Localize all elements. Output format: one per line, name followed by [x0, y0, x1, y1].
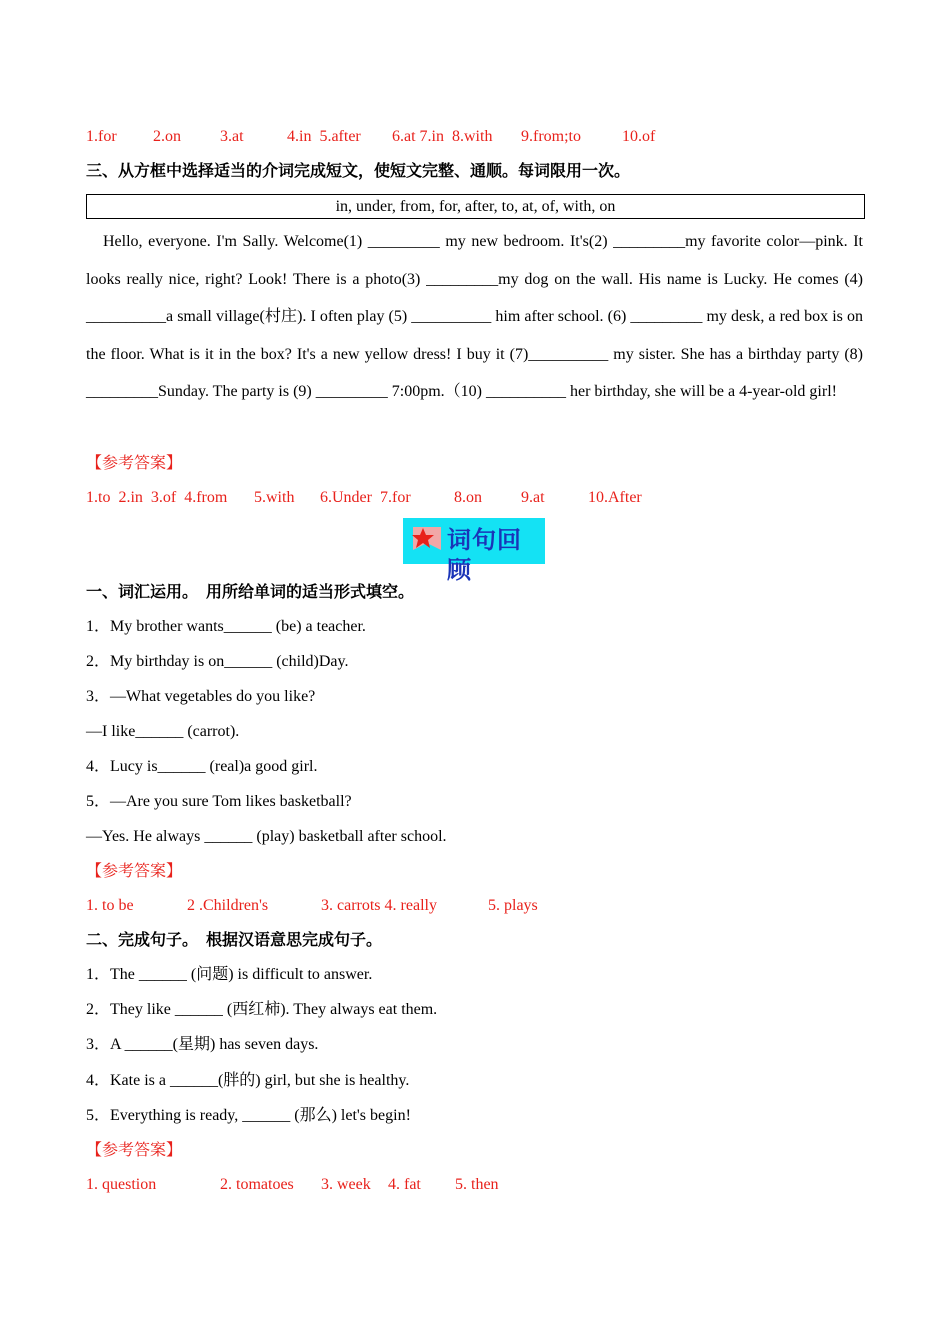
section-banner — [403, 518, 545, 584]
answer-item: 2 .Children's — [187, 897, 269, 914]
part1-heading: 一、词汇运用。 用所给单词的适当形式填空。 — [86, 584, 415, 601]
previous-answers-row — [86, 127, 786, 147]
section3-heading: 三、从方框中选择适当的介词完成短文，使短文完整、通顺。每词限用一次。 — [86, 163, 631, 180]
answer-item: 3. week — [321, 1176, 371, 1193]
answer-item: 2. tomatoes — [220, 1176, 294, 1193]
answer-item: 3. carrots 4. really — [321, 897, 437, 914]
answer-item: 9.at — [521, 489, 545, 506]
question-item: —Yes. He always ______ (play) basketball after school. — [86, 828, 447, 845]
answer-item: 10.of — [622, 128, 656, 145]
answer-item: 4.in 5.after — [287, 128, 361, 145]
part2-answers-row — [86, 1175, 786, 1195]
answer-item: 5. then — [455, 1176, 499, 1193]
answer-label: 【参考答案】 — [86, 455, 183, 472]
answer-item: 2.on — [153, 128, 181, 145]
answer-item: 3.at — [220, 128, 244, 145]
question-item: 4．Lucy is______ (real)a good girl. — [86, 758, 318, 775]
answer-item: 5. plays — [488, 897, 538, 914]
question-item: 4．Kate is a ______(胖的) girl, but she is healthy. — [86, 1072, 410, 1089]
question-item: 1．My brother wants______ (be) a teacher. — [86, 618, 366, 635]
part2-heading: 二、完成句子。 根据汉语意思完成句子。 — [86, 932, 383, 949]
question-item: 2．They like ______ (西红柿). They always eat them. — [86, 1001, 438, 1018]
answer-item: 1.to 2.in 3.of 4.from — [86, 489, 228, 506]
word-box: in, under, from, for, after, to, at, of, with, on — [86, 194, 865, 219]
cloze-passage — [86, 223, 863, 411]
answer-item: 1.for — [86, 128, 117, 145]
answer-item: 10.After — [588, 489, 642, 506]
question-item: 1．The ______ (问题) is difficult to answer. — [86, 966, 373, 983]
question-item: 3．A ______(星期) has seven days. — [86, 1036, 319, 1053]
answer-item: 6.Under 7.for — [320, 489, 411, 506]
question-item: —I like______ (carrot). — [86, 723, 240, 740]
banner-title: 词句回顾 — [447, 528, 522, 584]
answer-item: 1. to be — [86, 897, 134, 914]
answer-label: 【参考答案】 — [86, 863, 183, 880]
answer-item: 8.on — [454, 489, 482, 506]
answer-item: 5.with — [254, 489, 295, 506]
question-item: 5．Everything is ready, ______ (那么) let's begin! — [86, 1107, 411, 1124]
section3-answers-row — [86, 488, 786, 508]
passage-text: Hello, everyone. I'm Sally. Welcome(1) _________ my new bedroom. It's(2) _________my favorite color—pink. It looks really nice, right? Look! There is a photo(3) _________my dog on the wall. His name is Lucky. He comes (4) __________a small village(村庄). I often play (5) __________ him after school. (6) _________ my desk, a red box is on the floor. What is it in the box? It's a new yellow dress! I buy it (7)__________ my sister. She has a birthday party (8) _________Sunday. The party is (9) _________ 7:00pm.（10) __________ her birthday, she will be a 4-year-old girl! — [86, 233, 863, 400]
question-item: 3．—What vegetables do you like? — [86, 688, 316, 705]
answer-label: 【参考答案】 — [86, 1142, 183, 1159]
question-item: 2．My birthday is on______ (child)Day. — [86, 653, 349, 670]
question-item: 5．—Are you sure Tom likes basketball? — [86, 793, 352, 810]
answer-item: 6.at 7.in 8.with — [392, 128, 493, 145]
part1-answers-row — [86, 896, 786, 916]
answer-item: 9.from;to — [521, 128, 581, 145]
answer-item: 1. question — [86, 1176, 157, 1193]
answer-item: 4. fat — [388, 1176, 421, 1193]
star-bookmark-icon — [407, 524, 443, 554]
